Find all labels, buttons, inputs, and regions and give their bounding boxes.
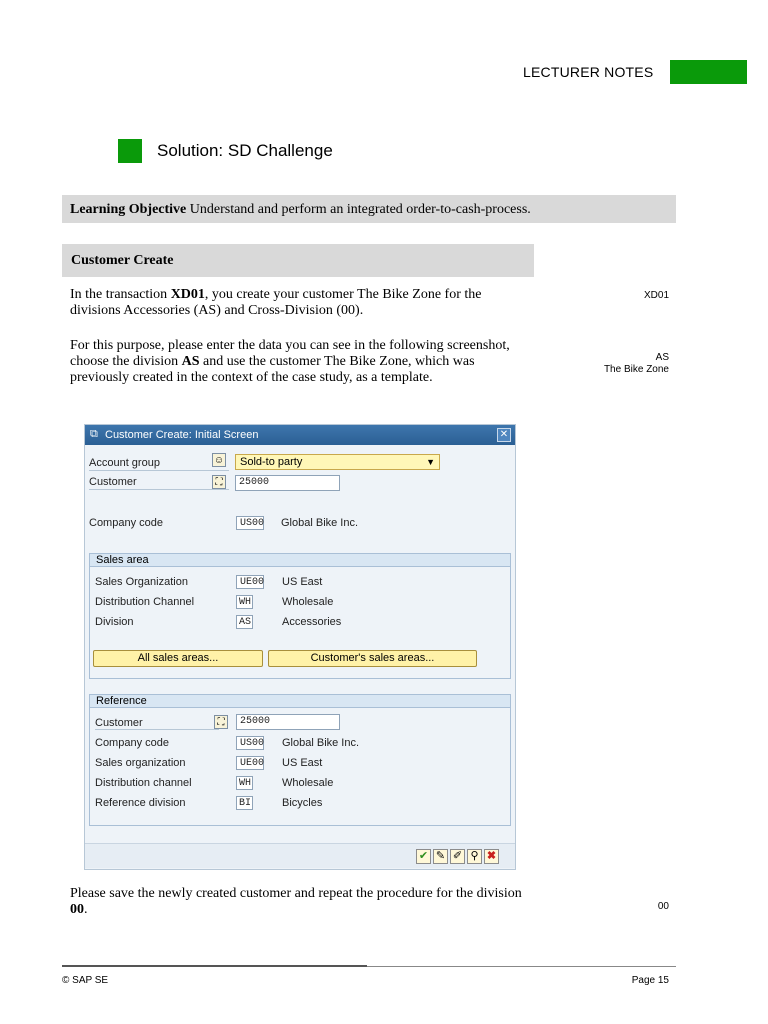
sales-area-header: Sales area [90, 554, 510, 567]
ref-dist-channel-text: Wholesale [282, 777, 334, 789]
window-icon: ⧉ [90, 428, 98, 440]
learning-objective-label: Learning Objective [70, 202, 187, 217]
p2-division: AS [181, 354, 200, 369]
customers-sales-areas-button[interactable]: Customer's sales areas... [268, 650, 477, 667]
dist-channel-input[interactable]: WH [236, 595, 253, 609]
reference-header: Reference [90, 695, 510, 708]
new-entry-icon[interactable]: ✎ [433, 849, 448, 864]
edit-icon[interactable]: ✐ [450, 849, 465, 864]
ref-division-label: Reference division [95, 797, 186, 809]
label-underline [95, 729, 219, 730]
ref-dist-channel-input[interactable]: WH [236, 776, 253, 790]
p2-text-a: For this purpose, please enter the data you can see in the following screenshot, choose the division [70, 338, 510, 369]
learning-objective-description: Understand and perform an integrated order-to-cash-process. [186, 202, 531, 217]
ref-division-input[interactable]: BI [236, 796, 253, 810]
division-input[interactable]: AS [236, 615, 253, 629]
p3-text-c: . [84, 902, 88, 917]
ref-division-text: Bicycles [282, 797, 323, 809]
margin-note-00: 00 [657, 901, 669, 912]
person-icon[interactable]: ☺ [213, 455, 225, 466]
section-header-box [62, 244, 534, 277]
binoculars-icon[interactable]: ⛶ [212, 475, 226, 489]
all-sales-areas-button[interactable]: All sales areas... [93, 650, 263, 667]
ref-company-code-text: Global Bike Inc. [282, 737, 360, 749]
footer-copyright: © SAP SE [62, 975, 109, 986]
dist-channel-text: Wholesale [282, 596, 334, 608]
p2-text-c: and use the customer The Bike Zone, which was previously created in the context of the case study, as a template. [70, 354, 475, 385]
chevron-down-icon[interactable]: ▼ [426, 457, 435, 467]
lecturer-notes-label: LECTURER NOTES [523, 64, 654, 80]
company-code-label: Company code [89, 517, 163, 529]
lecturer-notes-accent-bar [670, 60, 747, 84]
division-text: Accessories [282, 616, 342, 628]
paragraph-3 [70, 886, 530, 918]
p1-transaction-code: XD01 [170, 287, 205, 302]
margin-note-xd01: XD01 [643, 290, 669, 301]
margin-note-as-line1: AS [655, 352, 669, 363]
sales-org-input[interactable]: UE00 [236, 575, 264, 589]
footer-divider-accent [62, 965, 367, 967]
ref-sales-org-label: Sales organization [95, 757, 186, 769]
paragraph-1 [70, 287, 530, 319]
ref-sales-org-text: US East [282, 757, 323, 769]
ref-company-code-label: Company code [95, 737, 169, 749]
account-group-value: Sold-to party [240, 456, 303, 468]
section-title: Customer Create [71, 253, 174, 268]
ref-sales-org-input[interactable]: UE00 [236, 756, 264, 770]
cancel-icon[interactable]: ✖ [484, 849, 499, 864]
sales-area-group [89, 553, 511, 679]
dialog-title: Customer Create: Initial Screen [105, 429, 259, 441]
ref-company-code-input[interactable]: US00 [236, 736, 264, 750]
ref-customer-label: Customer [95, 717, 143, 729]
learning-objective-text [70, 202, 531, 218]
footer-page-number: Page 15 [631, 975, 669, 986]
division-label: Division [95, 616, 134, 628]
margin-note-as [604, 352, 669, 376]
account-group-label: Account group [89, 457, 160, 469]
close-icon[interactable]: ✕ [497, 428, 511, 442]
customer-input[interactable]: 25000 [235, 475, 340, 491]
binoculars-icon[interactable]: ⚲ [467, 849, 482, 864]
check-icon[interactable]: ✔ [416, 849, 431, 864]
p3-text-a: Please save the newly created customer and repeat the procedure for the division [70, 886, 522, 901]
ref-dist-channel-label: Distribution channel [95, 777, 192, 789]
p1-text-c: , you create your customer The Bike Zone for the divisions Accessories (AS) and Cross-Division (00). [70, 287, 482, 318]
solution-marker [118, 139, 142, 163]
company-code-input[interactable]: US00 [236, 516, 264, 530]
ref-customer-input[interactable]: 25000 [236, 714, 340, 730]
p1-text-a: In the transaction [70, 287, 171, 302]
customer-label: Customer [89, 476, 137, 488]
sap-dialog [84, 424, 516, 870]
label-underline [89, 470, 229, 471]
paragraph-2 [70, 338, 530, 386]
p3-division: 00 [70, 902, 84, 917]
company-code-text: Global Bike Inc. [281, 517, 359, 529]
binoculars-icon[interactable]: ⛶ [214, 715, 228, 729]
learning-objective-box [62, 195, 676, 223]
account-group-dropdown[interactable] [235, 454, 440, 470]
margin-note-as-line2: The Bike Zone [603, 364, 669, 375]
label-underline [89, 489, 229, 490]
dist-channel-label: Distribution Channel [95, 596, 195, 608]
sales-org-text: US East [282, 576, 323, 588]
sales-org-label: Sales Organization [95, 576, 188, 588]
reference-group [89, 694, 511, 826]
solution-title: Solution: SD Challenge [157, 141, 333, 160]
dialog-title-bar [85, 425, 515, 445]
